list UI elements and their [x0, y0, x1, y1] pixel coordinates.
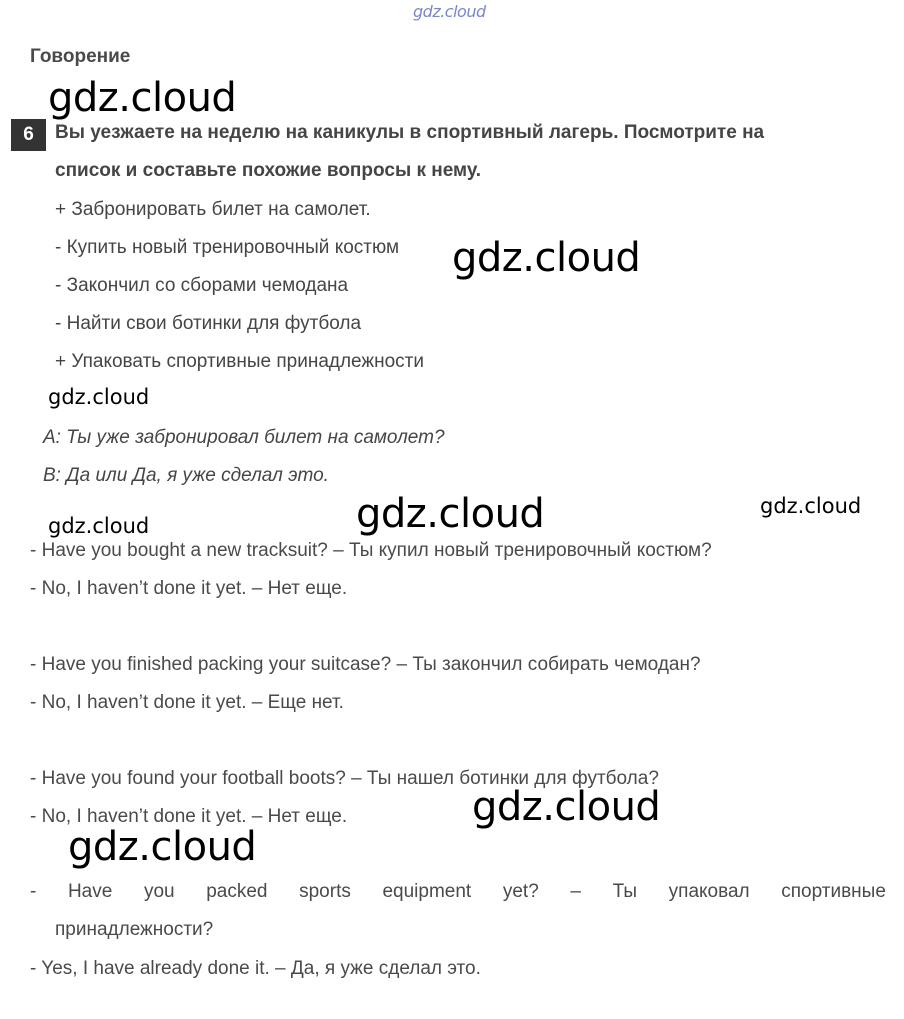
list-item: - Купить новый тренировочный костюм — [55, 237, 400, 258]
word: sports — [299, 881, 351, 902]
word: - — [30, 881, 37, 902]
watermark: gdz.cloud — [452, 235, 641, 281]
watermark: gdz.cloud — [48, 514, 150, 538]
last-question-continuation: принадлежности? — [55, 919, 214, 940]
answer-line: - No, I haven’t done it yet. – Еще нет. — [30, 692, 344, 713]
answer-line: - Have you bought a new tracksuit? – Ты купил новый тренировочный костюм? — [30, 540, 712, 561]
watermark: gdz.cloud — [472, 784, 661, 830]
list-item: + Забронировать билет на самолет. — [55, 199, 371, 220]
word: – — [570, 881, 581, 902]
word: Ты — [612, 881, 638, 902]
top-watermark: gdz.cloud — [413, 2, 486, 21]
word: equipment — [382, 881, 472, 902]
word: yet? — [502, 881, 539, 902]
word: упаковал — [668, 881, 750, 902]
answer-line: - No, I haven’t done it yet. – Нет еще. — [30, 806, 348, 827]
word: packed — [206, 881, 268, 902]
example-dialog-b: B: Да или Да, я уже сделал это. — [43, 465, 329, 486]
word: you — [143, 881, 175, 902]
word: Have — [67, 881, 113, 902]
word: спортивные — [781, 881, 886, 902]
watermark: gdz.cloud — [68, 824, 257, 870]
last-answer-line: - Yes, I have already done it. – Да, я уже сделал это. — [30, 958, 481, 979]
list-item: - Найти свои ботинки для футбола — [55, 313, 362, 334]
list-item: - Закончил со сборами чемодана — [55, 275, 349, 296]
section-heading: Говорение — [30, 46, 131, 67]
example-dialog-a: A: Ты уже забронировал билет на самолет? — [43, 427, 445, 448]
answer-line: - No, I haven’t done it yet. – Нет еще. — [30, 578, 348, 599]
answer-line: - Have you finished packing your suitcase? – Ты закончил собирать чемодан? — [30, 654, 701, 675]
task-number-badge: 6 — [11, 119, 46, 151]
watermark: gdz.cloud — [48, 75, 237, 121]
task-text-line: Вы уезжаете на неделю на каникулы в спортивный лагерь. Посмотрите на — [55, 122, 765, 143]
watermark: gdz.cloud — [760, 494, 862, 518]
task-text-line: список и составьте похожие вопросы к нему. — [55, 160, 482, 181]
last-question-line — [30, 881, 886, 903]
watermark: gdz.cloud — [356, 491, 545, 537]
watermark: gdz.cloud — [48, 385, 150, 409]
answer-line: - Have you found your football boots? – Ты нашел ботинки для футбола? — [30, 768, 659, 789]
list-item: + Упаковать спортивные принадлежности — [55, 351, 424, 372]
